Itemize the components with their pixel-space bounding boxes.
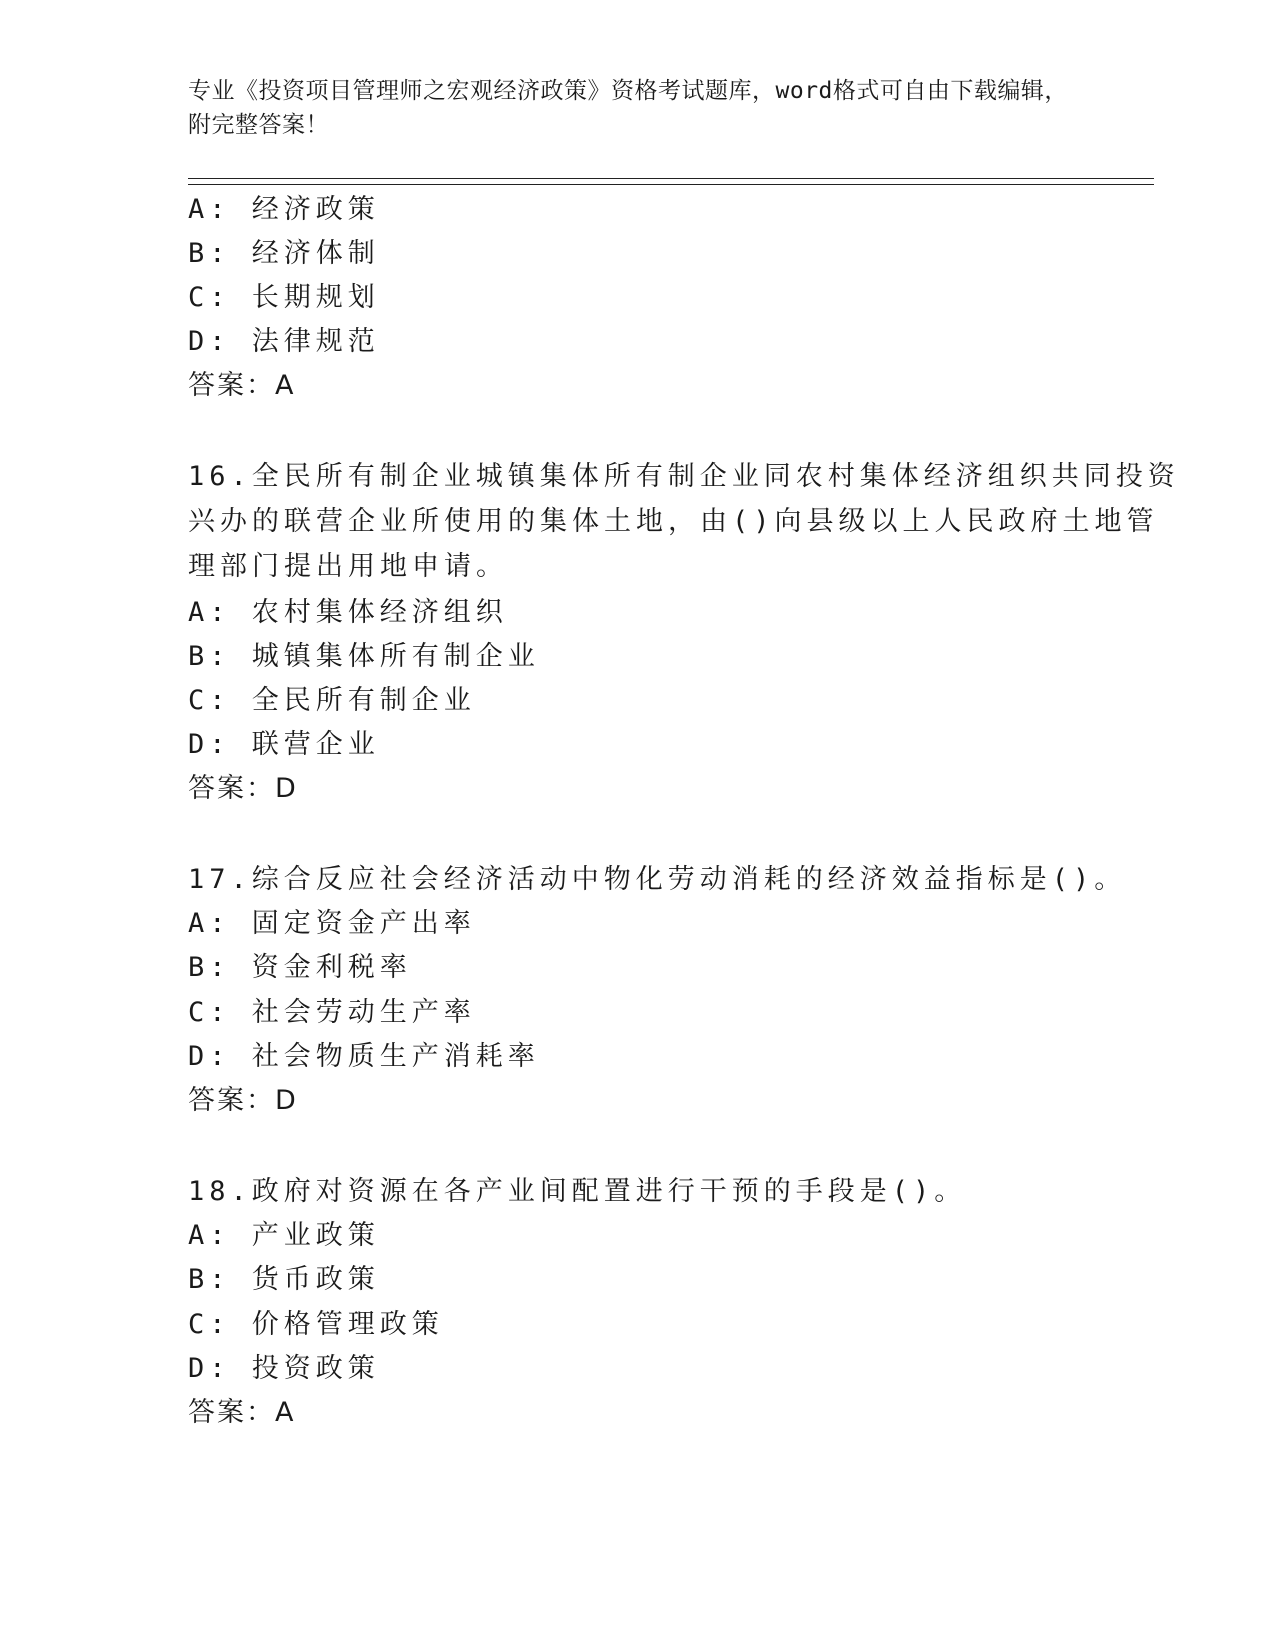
q17-option-c: C: 社会劳动生产率 (188, 997, 476, 1028)
q16-option-b: B: 城镇集体所有制企业 (188, 641, 540, 672)
q18-option-b: B: 货币政策 (188, 1264, 380, 1295)
q15-option-b: B: 经济体制 (188, 238, 380, 269)
q16-stem-line-2: 兴办的联营企业所使用的集体土地，由()向县级以上人民政府土地管 (188, 506, 1159, 537)
q15-answer: 答案：A (188, 370, 296, 401)
q17-option-d: D: 社会物质生产消耗率 (188, 1041, 540, 1072)
q17-option-a: A: 固定资金产出率 (188, 908, 476, 939)
q16-answer: 答案：D (188, 773, 298, 804)
q16-option-c: C: 全民所有制企业 (188, 685, 476, 716)
q18-option-a: A: 产业政策 (188, 1220, 380, 1251)
q17-stem: 17.综合反应社会经济活动中物化劳动消耗的经济效益指标是()。 (188, 864, 1127, 895)
q15-option-d: D: 法律规范 (188, 326, 380, 357)
q18-option-d: D: 投资政策 (188, 1353, 380, 1384)
q16-option-a: A: 农村集体经济组织 (188, 597, 508, 628)
header-divider-top (188, 178, 1154, 179)
q17-answer: 答案：D (188, 1085, 298, 1116)
q15-option-c: C: 长期规划 (188, 282, 380, 313)
q17-option-b: B: 资金利税率 (188, 952, 412, 983)
q15-option-a: A: 经济政策 (188, 194, 380, 225)
q16-stem-line-1: 16.全民所有制企业城镇集体所有制企业同农村集体经济组织共同投资 (188, 461, 1180, 492)
q18-stem: 18.政府对资源在各产业间配置进行干预的手段是()。 (188, 1176, 967, 1207)
q16-stem-line-3: 理部门提出用地申请。 (188, 551, 508, 582)
q18-answer: 答案：A (188, 1397, 296, 1428)
header-divider-bottom (188, 184, 1154, 185)
q18-option-c: C: 价格管理政策 (188, 1309, 444, 1340)
q16-option-d: D: 联营企业 (188, 729, 380, 760)
document-header: 专业《投资项目管理师之宏观经济政策》资格考试题库，word格式可自由下载编辑，附完整答案！ (188, 78, 1068, 138)
